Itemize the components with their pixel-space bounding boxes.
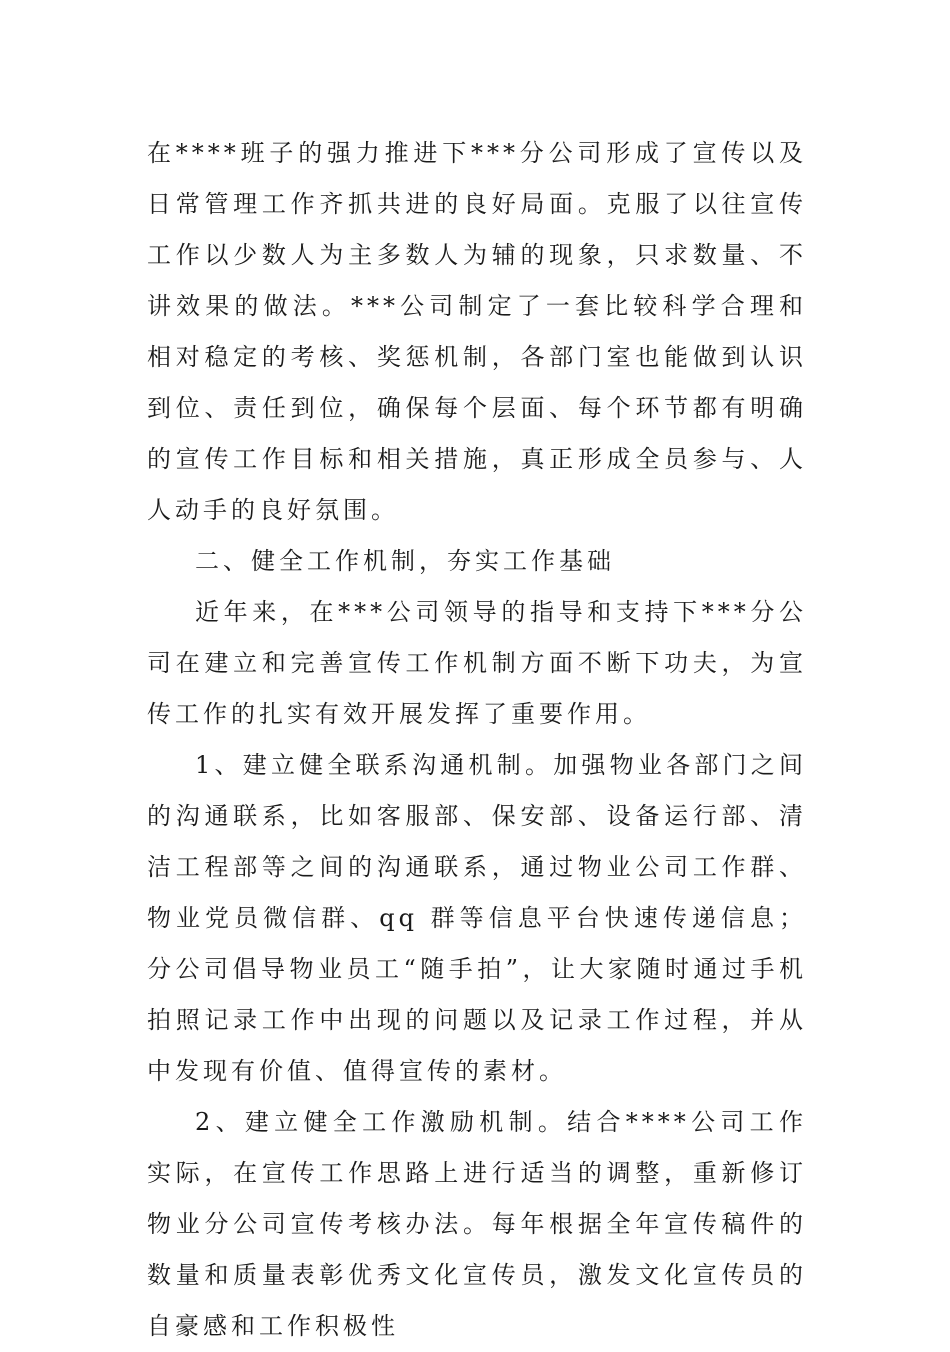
paragraph-item-2: 2、建立健全工作激励机制。结合****公司工作实际，在宣传工作思路上进行适当的调整，重新修订物业分公司宣传考核办法。每年根据全年宣传稿件的数量和质量表彰优秀文化宣传员，激发文化宣传员的自豪感和工作积极性 [147, 1108, 807, 1340]
section-heading: 二、健全工作机制，夯实工作基础 [195, 547, 615, 575]
paragraph-item-1: 1、建立健全联系沟通机制。加强物业各部门之间的沟通联系，比如客服部、保安部、设备运行部、清洁工程部等之间的沟通联系，通过物业公司工作群、物业党员微信群、qq 群等信息平台快速传递信息；分公司倡导物业员工“随手拍”，让大家随时通过手机拍照记录工作中出现的问题以及记录工作过程，并从中发现有价值、值得宣传的素材。 [147, 751, 807, 1085]
paragraph-intro: 近年来，在***公司领导的指导和支持下***分公司在建立和完善宣传工作机制方面不断下功夫，为宣传工作的扎实有效开展发挥了重要作用。 [147, 598, 807, 728]
document-body [147, 128, 807, 1352]
paragraph-continuation: 在****班子的强力推进下***分公司形成了宣传以及日常管理工作齐抓共进的良好局面。克服了以往宣传工作以少数人为主多数人为辅的现象，只求数量、不讲效果的做法。***公司制定了一套比较科学合理和相对稳定的考核、奖惩机制，各部门室也能做到认识到位、责任到位，确保每个层面、每个环节都有明确的宣传工作目标和相关措施，真正形成全员参与、人人动手的良好氛围。 [147, 139, 807, 524]
